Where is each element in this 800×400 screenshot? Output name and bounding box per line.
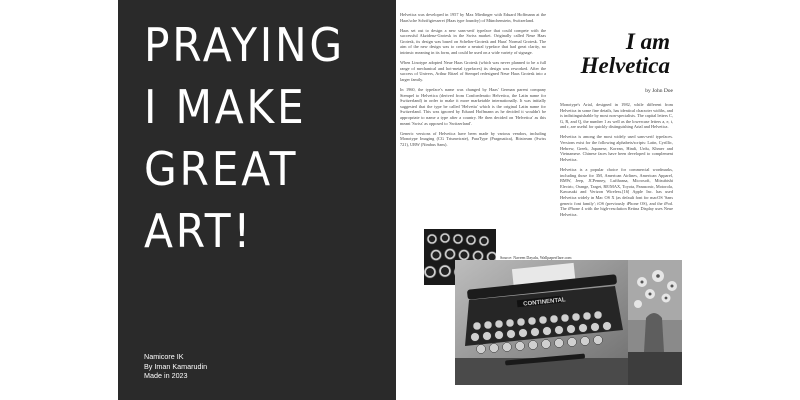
- article-paragraph: Helvetica was developed in 1957 by Max Miedinger with Eduard Hoffmann at the Haas'sche Schriftgiesserei (Haas type foundry) of Münchenstein, Switzerland.: [400, 12, 546, 23]
- poster-title-line: GREAT: [144, 142, 299, 196]
- typewriter-photo: [455, 260, 628, 385]
- headline-line: I am: [625, 29, 670, 54]
- flower-vase-photo: [628, 260, 682, 385]
- article-paragraph: Helvetica is among the most widely used sans-serif typefaces. Versions exist for the following alphabets/scripts: Latin, Cyrillic, Hebrew, Greek, Japanese, Korean, Hindi, Urdu, Khmer and Vietnamese. Chinese faces have been developed to complement Helvetica.: [560, 134, 673, 162]
- poster-title-line: PRAYING: [144, 18, 345, 72]
- article-left-column: [400, 12, 546, 152]
- article-paragraph: Haas set out to design a new sans-serif typeface that could compete with the successful Akzidenz-Grotesk in the Swiss market. Originally called Neue Haas Grotesk, its design was based on Schelter-Grotesk and Haas' Normal Grotesk. The aim of the new design was to create a neutral typeface that had great clarity, no intrinsic meaning in its form, and could be used on a wide variety of signage.: [400, 27, 546, 56]
- article-paragraph: When Linotype adopted Neue Haas Grotesk (which was never planned to be a full range of mechanical and hot-metal typefaces) its design was reworked. After the success of Univers, Arthur Ritzel of Stempel redesigned Neue Haas Grotesk into a larger family.: [400, 60, 546, 82]
- typewriter-brand: CONTINENTAL: [522, 297, 566, 308]
- article-byline: by John Doe: [645, 88, 673, 94]
- article-right-column: [560, 102, 673, 222]
- poster-title-line: I MAKE: [144, 80, 307, 134]
- article-paragraph: Generic versions of Helvetica have been made by various vendors, including Monotype Imaging (CG Triumvirate), ParaType (Pragmatica), Bitstream (Swiss 721), URW (Nimbus Sans).: [400, 130, 546, 147]
- article-paragraph: Helvetica is a popular choice for commercial wordmarks, including those for 3M, American Airlines, American Apparel, BMW, Jeep, JCPenney, Lufthansa, Microsoft, Mitsubishi Electric, Orange, Target, RE/MAX, Toyota, Panasonic, Motorola, Kawasaki and Verizon Wireless.[16] Apple Inc. has used Helvetica widely in Mac OS X (as default font for macOS 'Sans generic font family'; iOS (previously iPhone OS), and the iPod. The iPhone 4 with the high-resolution Retina Display uses Neue Helvetica.: [560, 166, 673, 217]
- poster-title: [144, 14, 369, 262]
- article-headline: [560, 30, 670, 78]
- poster-credits: [144, 352, 207, 381]
- left-page-poster: [118, 0, 396, 400]
- credit-line: Namicore IK: [144, 352, 184, 361]
- article-paragraph: Monotype's Arial, designed in 1982, while different from Helvetica in some fine details, has identical character widths, and is indistinguishable by most non-specialists. The capital letters C, G, R, and Q, the number 1 as well as the lowercase letters a, e, t, and r, are useful for quickly distinguishing Arial and Helvetica.: [560, 102, 673, 130]
- photo-caption: Source: Naveen Dayalu, Wallpaperflare.com: [500, 255, 572, 260]
- headline-line: Helvetica: [580, 53, 670, 78]
- poster-title-line: ART!: [144, 204, 254, 258]
- credit-line: Made in 2023: [144, 371, 188, 380]
- credit-line: By Iman Kamarudin: [144, 361, 208, 371]
- article-paragraph: In 1960, the typeface's name was changed by Haas' German parent company Stempel to Helvetica (derived from Confoederatio Helvetica, the Latin name for Switzerland) in order to make it more marketable internationally. It was initially suggested that the type be called 'Helvetia' which is the original Latin name for Switzerland. This was ignored by Eduard Hoffmann as he decided it wouldn't be appropriate to name a type after a country. He then decided on 'Helvetica' as this meant 'Swiss' as opposed to 'Switzerland'.: [400, 87, 546, 126]
